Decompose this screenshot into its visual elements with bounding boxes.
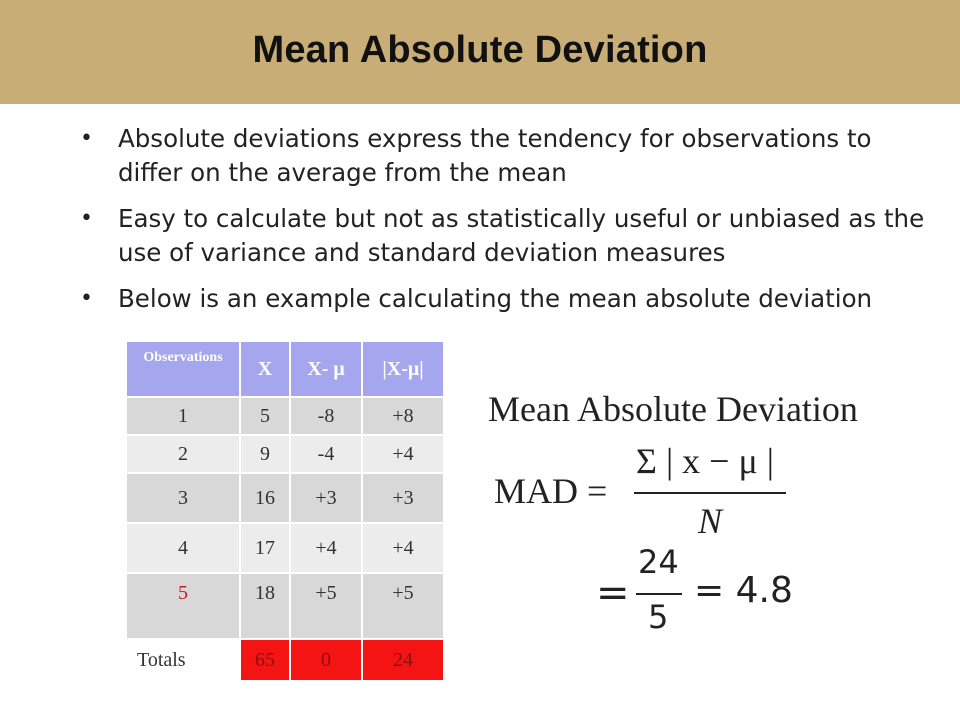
example-numerator: 24 (638, 543, 679, 581)
total-abs-deviation: 24 (362, 639, 444, 681)
bullet-item (80, 202, 930, 270)
cell-observation: 4 (126, 523, 240, 573)
cell-deviation: +3 (290, 473, 362, 523)
cell-deviation: -8 (290, 397, 362, 435)
totals-row (126, 639, 444, 681)
bullet-text: Easy to calculate but not as statistically useful or unbiased as the use of variance and standard deviation measures (118, 204, 925, 267)
bullet-text: Below is an example calculating the mean absolute deviation (118, 284, 873, 313)
cell-observation: 5 (126, 573, 240, 639)
table-row (126, 473, 444, 523)
cell-abs-deviation: +3 (362, 473, 444, 523)
cell-x: 17 (240, 523, 290, 573)
bullet-icon: • (80, 126, 93, 151)
equals-sign: = (596, 570, 630, 616)
header-x-minus-mu: X- μ (290, 341, 362, 397)
cell-abs-deviation: +4 (362, 435, 444, 473)
bullet-list (80, 122, 930, 328)
bullet-icon: • (80, 286, 93, 311)
formula-lhs: MAD = (494, 471, 608, 511)
example-denominator: 5 (648, 598, 669, 636)
bullet-item (80, 122, 930, 190)
slide-title: Mean Absolute Deviation (252, 28, 708, 71)
cell-x: 5 (240, 397, 290, 435)
cell-x: 18 (240, 573, 290, 639)
cell-deviation: -4 (290, 435, 362, 473)
table-row (126, 435, 444, 473)
table-header-row (126, 341, 444, 397)
total-x: 65 (240, 639, 290, 681)
cell-deviation: +4 (290, 523, 362, 573)
mad-formula (486, 388, 926, 648)
bullet-text: Absolute deviations express the tendency for observations to differ on the average from the mean (118, 124, 872, 187)
cell-observation: 2 (126, 435, 240, 473)
totals-label: Totals (126, 639, 240, 681)
cell-deviation: +5 (290, 573, 362, 639)
table-row (126, 397, 444, 435)
formula-title: Mean Absolute Deviation (488, 389, 858, 429)
formula-denominator: N (698, 501, 723, 541)
bullet-item (80, 282, 930, 316)
cell-abs-deviation: +5 (362, 573, 444, 639)
cell-x: 16 (240, 473, 290, 523)
formula-numerator: Σ | x − μ | (636, 441, 774, 481)
total-deviation: 0 (290, 639, 362, 681)
cell-x: 9 (240, 435, 290, 473)
title-bar (0, 0, 960, 104)
table-row (126, 573, 444, 639)
header-observations: Observations (126, 341, 240, 397)
cell-abs-deviation: +4 (362, 523, 444, 573)
table-row (126, 523, 444, 573)
fraction-bar (634, 492, 786, 494)
header-abs-dev: |X-μ| (362, 341, 444, 397)
header-x: X (240, 341, 290, 397)
observations-table (125, 340, 445, 682)
example-fraction-bar (636, 593, 682, 595)
cell-observation: 3 (126, 473, 240, 523)
cell-abs-deviation: +8 (362, 397, 444, 435)
bullet-icon: • (80, 206, 93, 231)
cell-observation: 1 (126, 397, 240, 435)
example-result: = 4.8 (694, 570, 793, 611)
